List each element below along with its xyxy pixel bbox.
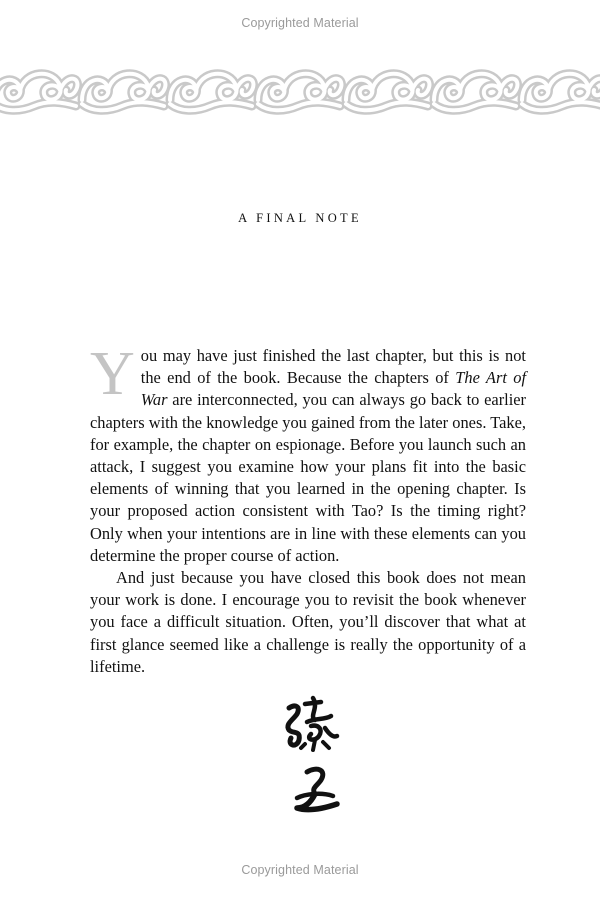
paragraph-2: And just because you have closed this book does not mean your work is done. I encourage you to revisit the book whenever you face a difficult situation. Often, you’ll discover that what at first glance seemed like a challenge is really the opportunity of a lifetime. <box>90 568 526 676</box>
sun-tzu-calligraphy-seal <box>275 690 350 825</box>
cloud-scroll-border <box>0 60 600 122</box>
section-title: A FINAL NOTE <box>238 211 362 225</box>
copyright-watermark-bottom: Copyrighted Material <box>241 863 359 877</box>
paragraph-1-text-a: ou may have just finished the last chapter, but this is not the end of the book. Because the chapters of <box>140 346 526 388</box>
drop-cap: Y <box>90 340 135 408</box>
paragraph-1 <box>90 340 526 567</box>
copyright-watermark-top: Copyrighted Material <box>241 16 359 30</box>
body-text <box>90 340 526 678</box>
book-title-italic: The Art of War <box>140 368 526 410</box>
paragraph-1-text-b: are interconnected, you can always go back to earlier chapters with the knowledge you gained from the later ones. Take, for example, the chapter on espionage. Before you launch such an attack, I suggest you examine how your plans fit into the basic elements of winning that you learned in the opening chapter. Is your proposed action consistent with Tao? Is the timing right? Only when your intentions are in line with these elements can you determine the proper course of action. <box>90 390 526 565</box>
